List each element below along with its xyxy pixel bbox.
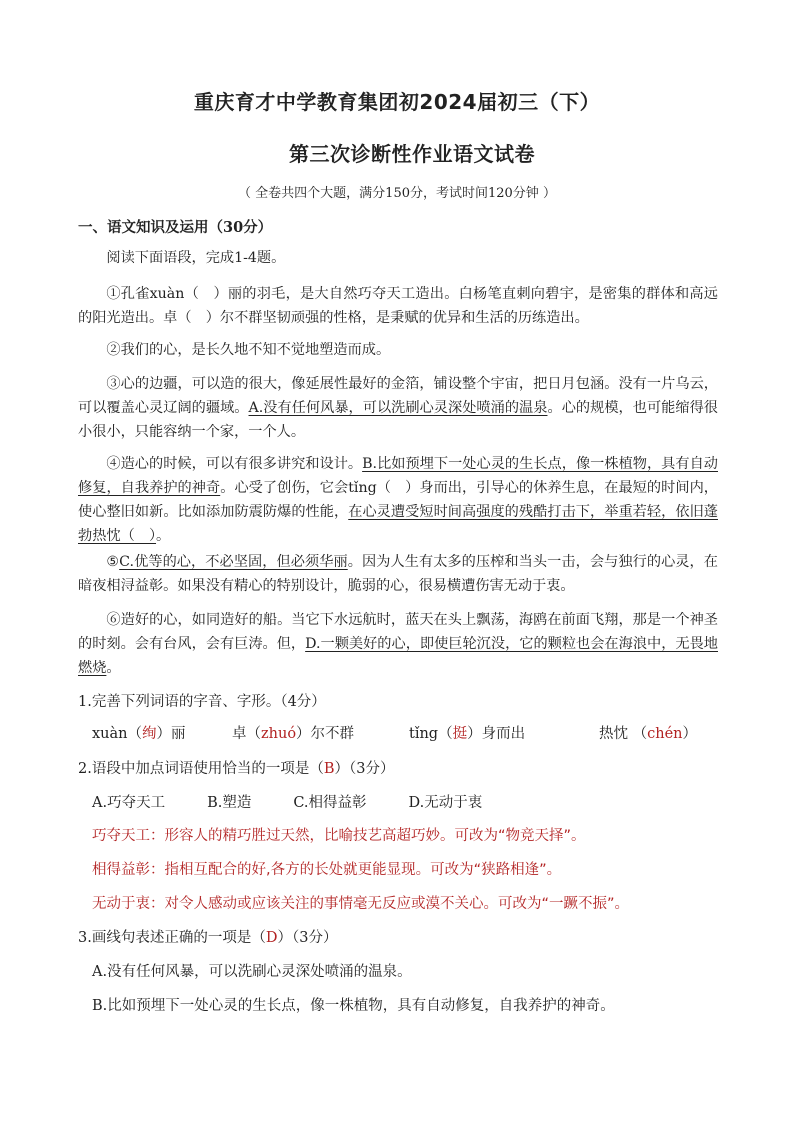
answer-text: D [265, 930, 278, 946]
passage-text: 。 [156, 528, 171, 544]
option-a: A.巧夺天工 [92, 795, 166, 811]
question-2-stem: 2.语段中加点词语使用恰当的一项是（B）（3分） [78, 761, 395, 777]
passage-intro: 阅读下面语段，完成1-4题。 [106, 250, 286, 266]
answer-text: 绚 [142, 726, 157, 742]
underlined-sentence-b: B.比如预埋下一处心灵的生长点，像一株植物，具有自动修复，自我养护的神奇 [78, 456, 718, 496]
exam-subtitle: （ 全卷共四个大题，满分150分，考试时间120分钟 ） [238, 186, 556, 201]
question-3-option-b: B.比如预埋下一处心灵的生长点，像一株植物，具有自动修复，自我养护的神奇。 [92, 998, 615, 1014]
option-c: C.相得益彰 [293, 795, 367, 811]
exam-title-line1: 重庆育才中学教育集团初2024届初三（下） [193, 90, 601, 114]
underlined-sentence-a: A.没有任何风暴，可以洗刷心灵深处喷涌的温泉 [248, 400, 548, 416]
passage-text: 。心的规模，也可能缩得很小很小，只能容纳一个家，一个人。 [78, 400, 718, 440]
question-1-stem: 1.完善下列词语的字音、字形。（4分） [78, 694, 326, 710]
passage-paragraph-4 [78, 452, 718, 548]
passage-paragraph-5: ⑤C.优等的心，不必坚固，但必须华丽。因为人生有太多的压榨和当头一击，会与独行的心灵，在暗夜相浔益彰。如果没有精心的特别设计，脆弱的心，很易横遭伤害无动于衷。 [78, 554, 718, 594]
passage-text: 。 [106, 660, 121, 676]
question-3-option-a: A.没有任何风暴，可以洗刷心灵深处喷涌的温泉。 [92, 964, 412, 980]
exam-title-line2: 第三次诊断性作业语文试卷 [289, 142, 535, 166]
passage-text: ⑥造好的心，如同造好的船。当它下水远航时，蓝天在头上飘荡，海鸥在前面飞翔，那是一个神圣的时刻。会有台风，会有巨涛。但， [78, 612, 718, 652]
question-1-words [92, 722, 697, 743]
passage-text: ③心的边疆，可以造的很大，像延展性最好的金箔，铺设整个宇宙，把日月包涵。没有一片乌云，可以覆盖心灵辽阔的疆域。 [78, 376, 718, 416]
passage-paragraph-1: ①孔雀xuàn（ ）丽的羽毛，是大自然巧夺天工造出。白杨笔直刺向碧宇，是密集的群体和高远的阳光造出。卓（ ）尔不群坚韧顽强的性格，是秉赋的优异和生活的历练造出。 [78, 286, 718, 326]
underlined-sentence-d: D.一颗美好的心，即使巨轮沉没，它的颗粒也会在海浪中，无畏地燃烧 [78, 636, 718, 676]
word-item: xuàn（绚）丽 [92, 726, 186, 742]
underlined-sentence: 在心灵遭受短时间高强度的残酷打击下，举重若轻，依旧蓬勃热忱（ ） [78, 504, 718, 544]
passage-text: 。因为人生有太多的压榨和当头一击，会与独行的心灵，在暗夜相浔益彰。如果没有精心的特别设计，脆弱的心，很易横遭伤害无动于衷。 [78, 554, 718, 594]
word-item: tǐng（挺）身而出 [409, 726, 526, 742]
word-item: 卓（zhuó）尔不群 [232, 726, 355, 742]
option-d: D.无动于衷 [408, 795, 483, 811]
explanation-3: 无动于衷：对令人感动或应该关注的事情毫无反应或漠不关心。可改为“一蹶不振”。 [92, 896, 630, 912]
answer-text: 挺 [452, 726, 468, 742]
passage-text: ④造心的时候，可以有很多讲究和设计。 [106, 456, 363, 472]
underlined-sentence-c: C.优等的心，不必坚固，但必须华丽 [119, 554, 348, 570]
passage-paragraph-6 [78, 608, 718, 680]
question-3-stem: 3.画线句表述正确的一项是（D）（3分） [78, 930, 338, 946]
explanation-1: 巧夺天工：形容人的精巧胜过天然，比喻技艺高超巧妙。可改为“物竞天择”。 [92, 828, 586, 844]
answer-text: chén [647, 726, 683, 742]
word-item: 热忱 （chén） [599, 726, 697, 742]
passage-paragraph-2: ②我们的心，是长久地不知不觉地塑造而成。 [106, 342, 391, 358]
passage-text: 。心受了创伤，它会tǐng（ ）身而出，引导心的休养生息，在最短的时间内，使心整旧如新。比如添加防震防爆的性能， [78, 480, 718, 520]
option-b: B.塑造 [207, 795, 252, 811]
explanation-2: 相得益彰：指相互配合的好,各方的长处就更能显现。可改为“狭路相逢”。 [92, 862, 562, 878]
answer-text: B [323, 761, 335, 777]
question-2-options [92, 791, 524, 812]
answer-text: zhuó [261, 726, 297, 742]
section-heading: 一、语文知识及运用（30分） [78, 219, 273, 236]
passage-paragraph-3 [78, 372, 718, 444]
